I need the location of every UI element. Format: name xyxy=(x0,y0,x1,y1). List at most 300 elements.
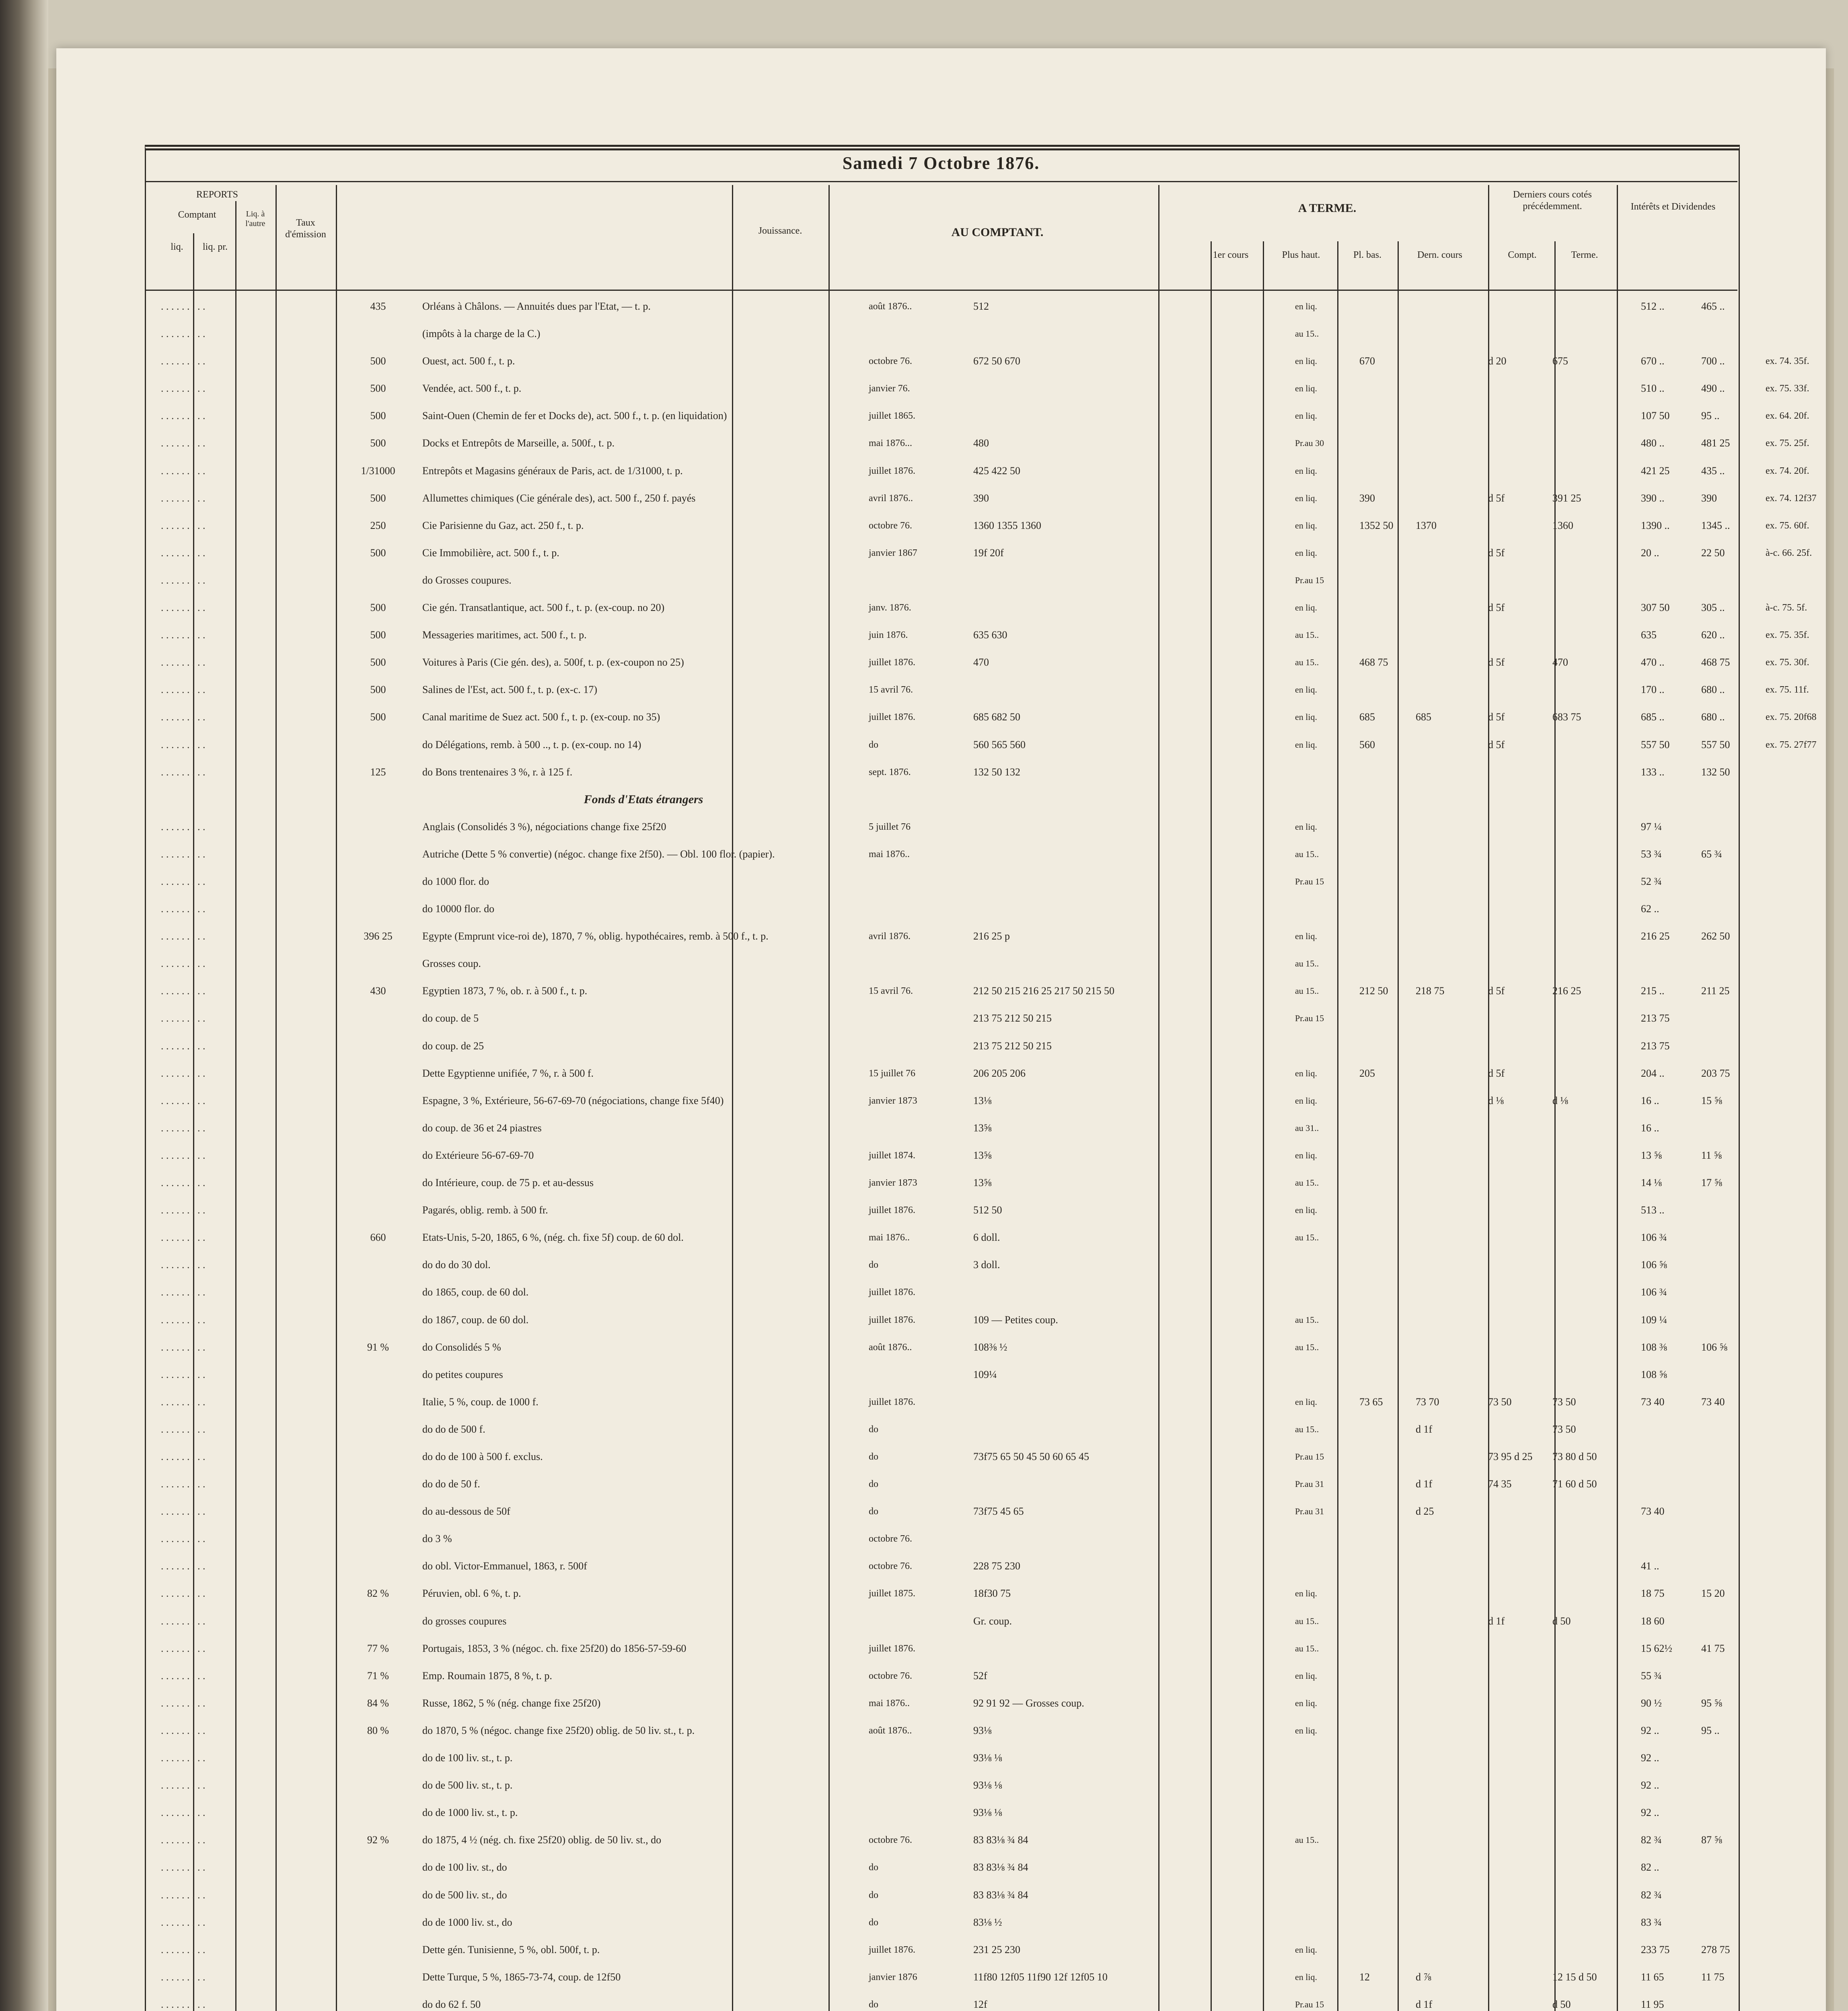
jouissance-cell: avril 1876. xyxy=(869,931,911,942)
table-row xyxy=(145,599,1807,617)
dividend-cell: ex. 74. 12f37 xyxy=(1766,493,1817,504)
terme-cell: en liq. xyxy=(1295,1068,1317,1078)
terme-cell: en liq. xyxy=(1295,1205,1317,1215)
security-name: Dette Turque, 5 %, 1865-73-74, coup. de 12f50 xyxy=(422,1971,621,1983)
table-row xyxy=(145,1968,1737,1986)
terme-cell: au 15.. xyxy=(1295,1232,1319,1242)
security-name: do do de 500 f. xyxy=(422,1423,485,1435)
security-name: Cie Immobilière, act. 500 f., t. p. xyxy=(422,547,559,559)
jouissance-cell: 15 avril 76. xyxy=(869,986,913,996)
prev-compt-cell: 16 .. xyxy=(1641,1095,1659,1106)
reports-placeholder: . . . . . . . . . xyxy=(161,410,206,422)
comptant-cell: 480 xyxy=(973,437,989,449)
jouissance-cell: do xyxy=(869,1917,878,1928)
reports-placeholder: . . . . . . . . . xyxy=(161,1012,206,1024)
terme-cell: au 15.. xyxy=(1295,986,1319,996)
last-price-cell: d 50 xyxy=(1552,1615,1571,1627)
table-row xyxy=(145,1777,1737,1794)
table-row xyxy=(145,1914,1737,1931)
table-row xyxy=(145,1311,1737,1329)
header-plus-haut: Plus haut. xyxy=(1282,250,1320,260)
taux-cell: 500 xyxy=(370,602,386,613)
security-name: do 1865, coup. de 60 dol. xyxy=(422,1286,529,1298)
jouissance-cell: janvier 1873 xyxy=(869,1178,917,1188)
reports-placeholder: . . . . . . . . . xyxy=(161,1615,206,1627)
prev-compt-cell: 14 ⅛ xyxy=(1641,1177,1662,1189)
terme-cell: Pr.au 30 xyxy=(1295,438,1324,448)
terme-cell: en liq. xyxy=(1295,1588,1317,1598)
header-dern-cours: Dern. cours xyxy=(1417,250,1462,260)
dividend-cell: ex. 64. 20f. xyxy=(1766,411,1809,421)
reports-placeholder: . . . . . . . . . xyxy=(161,1697,206,1709)
header-jouissance: Jouissance. xyxy=(758,226,802,236)
dividend-cell: à-c. 66. 25f. xyxy=(1766,548,1812,558)
table-row xyxy=(145,681,1809,699)
security-name: do au-dessous de 50f xyxy=(422,1505,510,1517)
last-price-cell: d 50 xyxy=(1552,1999,1571,2010)
reports-placeholder: . . . . . . . . . xyxy=(161,465,206,477)
reports-placeholder: . . . . . . . . . xyxy=(161,355,206,367)
header-liq: liq. xyxy=(171,242,183,252)
prev-terme-cell: 95 .. xyxy=(1701,1725,1720,1736)
last-price-cell: 683 75 xyxy=(1552,711,1581,723)
prev-compt-cell: 470 .. xyxy=(1641,656,1665,668)
reports-placeholder: . . . . . . . . . xyxy=(161,1999,206,2010)
comptant-cell: 12f xyxy=(973,1999,987,2010)
prev-compt-cell: 20 .. xyxy=(1641,547,1659,559)
prev-terme-cell: 203 75 xyxy=(1701,1067,1730,1079)
terme-cell: au 15.. xyxy=(1295,1643,1319,1653)
security-name: Autriche (Dette 5 % convertie) (négoc. change fixe 2f50). — Obl. 100 flor. (papier). xyxy=(422,848,775,860)
jouissance-cell: octobre 76. xyxy=(869,1835,912,1845)
terme-cell: en liq. xyxy=(1295,1671,1317,1681)
prev-terme-cell: 620 .. xyxy=(1701,629,1725,641)
comptant-cell: 13⅝ xyxy=(973,1177,992,1189)
reports-placeholder: . . . . . . . . . xyxy=(161,1643,206,1654)
comptant-cell: 92 91 92 — Grosses coup. xyxy=(973,1697,1084,1709)
reports-placeholder: . . . . . . . . . xyxy=(161,1971,206,1983)
prev-compt-cell: 83 ¾ xyxy=(1641,1916,1662,1928)
terme-cell: en liq. xyxy=(1295,383,1317,393)
reports-placeholder: . . . . . . . . . xyxy=(161,1122,206,1134)
prev-terme-cell: 41 75 xyxy=(1701,1643,1725,1654)
header-pl-bas: Pl. bas. xyxy=(1353,250,1381,260)
table-row xyxy=(145,1722,1737,1740)
reports-placeholder: . . . . . . . . . xyxy=(161,1670,206,1682)
prev-terme-cell: 262 50 xyxy=(1701,930,1730,942)
table-row xyxy=(145,1996,1737,2011)
prev-terme-cell: 11 ⅝ xyxy=(1701,1149,1722,1161)
header-terme: Terme. xyxy=(1571,250,1598,260)
terme-cell: au 31.. xyxy=(1295,1123,1319,1133)
security-name: do de 500 liv. st., do xyxy=(422,1889,507,1901)
dividend-cell: ex. 75. 33f. xyxy=(1766,383,1809,394)
security-name: Canal maritime de Suez act. 500 f., t. p. (ex-coup. no 35) xyxy=(422,711,660,723)
prev-terme-cell: 15 ⅝ xyxy=(1701,1095,1722,1106)
terme-cell: en liq. xyxy=(1295,740,1317,750)
prev-compt-cell: 62 .. xyxy=(1641,903,1659,915)
first-price-cell: 685 xyxy=(1359,711,1375,723)
table-row xyxy=(145,708,1817,726)
reports-placeholder: . . . . . . . . . xyxy=(161,1834,206,1846)
security-name: do do de 50 f. xyxy=(422,1478,480,1490)
terme-cell: en liq. xyxy=(1295,356,1317,366)
comptant-cell: 132 50 132 xyxy=(973,766,1020,778)
comptant-cell: 213 75 212 50 215 xyxy=(973,1040,1052,1052)
prev-compt-cell: 92 .. xyxy=(1641,1752,1659,1764)
comptant-cell: 560 565 560 xyxy=(973,739,1026,751)
dividend-cell: ex. 75. 25f. xyxy=(1766,438,1809,448)
terme-cell: au 15.. xyxy=(1295,1616,1319,1626)
taux-cell: 500 xyxy=(370,684,386,695)
reports-placeholder: . . . . . . . . . xyxy=(161,739,206,751)
terme-cell: en liq. xyxy=(1295,466,1317,476)
comptant-cell: 13⅝ xyxy=(973,1149,992,1161)
high-price-cell: d 25 xyxy=(1416,1505,1434,1517)
last-price-cell: 1360 xyxy=(1552,520,1573,531)
prev-compt-cell: 55 ¾ xyxy=(1641,1670,1662,1682)
prev-compt-cell: 170 .. xyxy=(1641,684,1665,695)
reports-placeholder: . . . . . . . . . xyxy=(161,1861,206,1873)
table-row xyxy=(145,1941,1737,1959)
low-price-cell: d 5f xyxy=(1488,739,1505,751)
prev-compt-cell: 73 40 xyxy=(1641,1396,1665,1408)
security-name: do Grosses coupures. xyxy=(422,574,512,586)
header-liq-autre: Liq. à l'autre xyxy=(245,210,265,228)
reports-placeholder: . . . . . . . . . xyxy=(161,547,206,559)
jouissance-cell: octobre 76. xyxy=(869,356,912,366)
prev-compt-cell: 53 ¾ xyxy=(1641,848,1662,860)
security-name: do de 1000 liv. st., do xyxy=(422,1916,512,1928)
last-price-cell: 12 15 d 50 xyxy=(1552,1971,1597,1983)
quotation-table xyxy=(145,298,1817,2011)
comptant-cell: 83 83⅛ ¾ 84 xyxy=(973,1861,1028,1873)
security-name: do do de 100 à 500 f. exclus. xyxy=(422,1451,543,1462)
table-row xyxy=(145,818,1737,836)
jouissance-cell: mai 1876.. xyxy=(869,1698,910,1709)
security-name: Péruvien, obl. 6 %, t. p. xyxy=(422,1587,521,1599)
table-row xyxy=(145,1585,1737,1602)
reports-placeholder: . . . . . . . . . xyxy=(161,684,206,695)
taux-cell: 500 xyxy=(370,547,386,559)
low-price-cell: 73 95 d 25 xyxy=(1488,1451,1533,1462)
last-price-cell: 470 xyxy=(1552,656,1568,668)
prev-terme-cell: 11 75 xyxy=(1701,1971,1725,1983)
jouissance-cell: juillet 1876. xyxy=(869,1287,915,1297)
reports-placeholder: . . . . . . . . . xyxy=(161,629,206,641)
taux-cell: 500 xyxy=(370,382,386,394)
comptant-cell: 635 630 xyxy=(973,629,1007,641)
reports-placeholder: . . . . . . . . . xyxy=(161,848,206,860)
jouissance-cell: janvier 1873 xyxy=(869,1096,917,1106)
comptant-cell: 1360 1355 1360 xyxy=(973,520,1041,531)
jouissance-cell: sept. 1876. xyxy=(869,767,911,777)
table-row xyxy=(145,462,1809,480)
reports-placeholder: . . . . . . . . . xyxy=(161,1286,206,1298)
jouissance-cell: do xyxy=(869,1999,878,2010)
taux-cell: 1/31000 xyxy=(361,465,395,477)
jouissance-cell: juillet 1875. xyxy=(869,1588,915,1599)
table-row xyxy=(145,1283,1737,1301)
jouissance-cell: juillet 1876. xyxy=(869,1315,915,1325)
section-heading-row xyxy=(145,791,1737,808)
jouissance-cell: janvier 76. xyxy=(869,383,910,394)
comptant-cell: 685 682 50 xyxy=(973,711,1020,723)
table-row xyxy=(145,1831,1737,1849)
jouissance-cell: août 1876.. xyxy=(869,1725,912,1736)
comptant-cell: 18f30 75 xyxy=(973,1587,1011,1599)
jouissance-cell: juin 1876. xyxy=(869,630,908,640)
comptant-cell: 73f75 65 50 45 50 60 65 45 xyxy=(973,1451,1089,1462)
first-price-cell: 390 xyxy=(1359,492,1375,504)
taux-cell: 430 xyxy=(370,985,386,997)
jouissance-cell: do xyxy=(869,1479,878,1489)
last-price-cell: 73 50 xyxy=(1552,1423,1576,1435)
first-price-cell: 1352 50 xyxy=(1359,520,1394,531)
header-1er-cours: 1er cours xyxy=(1213,250,1249,260)
low-price-cell: d 5f xyxy=(1488,985,1505,997)
terme-cell: en liq. xyxy=(1295,301,1317,311)
table-row xyxy=(145,1065,1737,1082)
taux-cell: 500 xyxy=(370,355,386,367)
terme-cell: en liq. xyxy=(1295,1725,1317,1735)
section-heading: Fonds d'Etats étrangers xyxy=(584,793,703,806)
reports-placeholder: . . . . . . . . . xyxy=(161,382,206,394)
table-row xyxy=(145,1886,1737,1904)
jouissance-cell: juillet 1876. xyxy=(869,657,915,668)
prev-compt-cell: 557 50 xyxy=(1641,739,1670,751)
high-price-cell: 218 75 xyxy=(1416,985,1445,997)
header-taux: Taux d'émission xyxy=(285,218,326,240)
prev-compt-cell: 215 .. xyxy=(1641,985,1665,997)
table-row xyxy=(145,1640,1737,1657)
comptant-cell: 52f xyxy=(973,1670,987,1682)
prev-terme-cell: 1345 .. xyxy=(1701,520,1730,531)
dividend-cell: ex. 74. 35f. xyxy=(1766,356,1809,366)
taux-cell: 82 % xyxy=(367,1587,389,1599)
prev-compt-cell: 92 .. xyxy=(1641,1779,1659,1791)
prev-compt-cell: 82 ¾ xyxy=(1641,1834,1662,1846)
reports-placeholder: . . . . . . . . . xyxy=(161,930,206,942)
jouissance-cell: 15 avril 76. xyxy=(869,685,913,695)
low-price-cell: d 5f xyxy=(1488,711,1505,723)
low-price-cell: 74 35 xyxy=(1488,1478,1512,1490)
security-name: do Délégations, remb. à 500 .., t. p. (ex-coup. no 14) xyxy=(422,739,641,751)
dividend-cell: ex. 74. 20f. xyxy=(1766,466,1809,476)
security-name: do 1870, 5 % (négoc. change fixe 25f20) oblig. de 50 liv. st., t. p. xyxy=(422,1725,695,1736)
security-name: do Extérieure 56-67-69-70 xyxy=(422,1149,534,1161)
prev-compt-cell: 480 .. xyxy=(1641,437,1665,449)
prev-compt-cell: 635 xyxy=(1641,629,1657,641)
table-row xyxy=(145,900,1737,918)
taux-cell: 500 xyxy=(370,437,386,449)
prev-compt-cell: 216 25 xyxy=(1641,930,1670,942)
last-price-cell: 216 25 xyxy=(1552,985,1581,997)
terme-cell: Pr.au 15 xyxy=(1295,876,1324,886)
prev-terme-cell: 132 50 xyxy=(1701,766,1730,778)
reports-placeholder: . . . . . . . . . xyxy=(161,1944,206,1955)
comptant-cell: 11f80 12f05 11f90 12f 12f05 10 xyxy=(973,1971,1108,1983)
table-row xyxy=(145,1092,1737,1110)
prev-compt-cell: 233 75 xyxy=(1641,1944,1670,1955)
comptant-cell: 512 50 xyxy=(973,1204,1002,1216)
reports-placeholder: . . . . . . . . . xyxy=(161,1040,206,1052)
jouissance-cell: janvier 1867 xyxy=(869,548,917,558)
security-name: do Consolidés 5 % xyxy=(422,1341,501,1353)
high-price-cell: 685 xyxy=(1416,711,1431,723)
prev-compt-cell: 82 .. xyxy=(1641,1861,1659,1873)
security-name: Allumettes chimiques (Cie générale des), act. 500 f., 250 f. payés xyxy=(422,492,696,504)
taux-cell: 80 % xyxy=(367,1725,389,1736)
header-interets: Intérêts et Dividendes xyxy=(1630,202,1716,212)
last-price-cell: 73 50 xyxy=(1552,1396,1576,1408)
table-row xyxy=(145,982,1737,1000)
terme-cell: au 15.. xyxy=(1295,1178,1319,1188)
table-row xyxy=(145,1201,1737,1219)
comptant-cell: 93⅛ ⅛ xyxy=(973,1807,1002,1818)
comptant-cell: 672 50 670 xyxy=(973,355,1020,367)
high-price-cell: d 1f xyxy=(1416,1423,1433,1435)
prev-compt-cell: 18 75 xyxy=(1641,1587,1665,1599)
table-row xyxy=(145,1421,1737,1438)
prev-compt-cell: 106 ¾ xyxy=(1641,1232,1667,1243)
jouissance-cell: octobre 76. xyxy=(869,1561,912,1571)
last-price-cell: d ⅛ xyxy=(1552,1095,1568,1106)
table-row xyxy=(145,1612,1737,1630)
comptant-cell: 213 75 212 50 215 xyxy=(973,1012,1052,1024)
terme-cell: en liq. xyxy=(1295,1698,1317,1708)
comptant-cell: 216 25 p xyxy=(973,930,1010,942)
last-price-cell: 71 60 d 50 xyxy=(1552,1478,1597,1490)
table-row xyxy=(145,434,1809,452)
comptant-cell: 13⅝ xyxy=(973,1122,992,1134)
jouissance-cell: do xyxy=(869,1452,878,1462)
first-price-cell: 670 xyxy=(1359,355,1375,367)
security-name: Dette gén. Tunisienne, 5 %, obl. 500f, t. p. xyxy=(422,1944,600,1955)
reports-placeholder: . . . . . . . . . xyxy=(161,1149,206,1161)
header-liq-pr: liq. pr. xyxy=(202,242,228,252)
security-name: Entrepôts et Magasins généraux de Paris, act. de 1/31000, t. p. xyxy=(422,465,683,477)
table-row xyxy=(145,298,1737,315)
comptant-cell: 83 83⅛ ¾ 84 xyxy=(973,1889,1028,1901)
prev-terme-cell: 390 xyxy=(1701,492,1717,504)
security-name: Emp. Roumain 1875, 8 %, t. p. xyxy=(422,1670,552,1682)
prev-terme-cell: 700 .. xyxy=(1701,355,1725,367)
prev-compt-cell: 18 60 xyxy=(1641,1615,1665,1627)
dividend-cell: ex. 75. 30f. xyxy=(1766,657,1809,668)
reports-placeholder: . . . . . . . . . xyxy=(161,1587,206,1599)
terme-cell: au 15.. xyxy=(1295,1315,1319,1325)
jouissance-cell: do xyxy=(869,1506,878,1517)
table-row xyxy=(145,955,1737,973)
table-row xyxy=(145,1804,1737,1822)
taux-cell: 77 % xyxy=(367,1643,389,1654)
table-row xyxy=(145,407,1809,425)
security-name: do de 100 liv. st., do xyxy=(422,1861,507,1873)
prev-terme-cell: 22 50 xyxy=(1701,547,1725,559)
jouissance-cell: janv. 1876. xyxy=(869,602,911,613)
security-name: Orléans à Châlons. — Annuités dues par l'Etat, — t. p. xyxy=(422,300,651,312)
comptant-cell: 108⅜ ½ xyxy=(973,1341,1007,1353)
terme-cell: en liq. xyxy=(1295,1150,1317,1160)
comptant-cell: 109¼ xyxy=(973,1369,997,1380)
jouissance-cell: juillet 1876. xyxy=(869,1945,915,1955)
comptant-cell: 206 205 206 xyxy=(973,1067,1026,1079)
high-price-cell: d 1f xyxy=(1416,1999,1433,2010)
low-price-cell: d 5f xyxy=(1488,656,1505,668)
taux-cell: 92 % xyxy=(367,1834,389,1846)
taux-cell: 396 25 xyxy=(364,930,393,942)
header-a-terme: A TERME. xyxy=(1298,202,1357,215)
comptant-cell: 13⅛ xyxy=(973,1095,992,1106)
terme-cell: en liq. xyxy=(1295,1945,1317,1955)
jouissance-cell: octobre 76. xyxy=(869,1671,912,1681)
security-name: do coup. de 25 xyxy=(422,1040,484,1052)
security-name: Ouest, act. 500 f., t. p. xyxy=(422,355,515,367)
reports-placeholder: . . . . . . . . . xyxy=(161,574,206,586)
prev-compt-cell: 512 .. xyxy=(1641,300,1665,312)
table-row xyxy=(145,544,1812,562)
prev-terme-cell: 481 25 xyxy=(1701,437,1730,449)
low-price-cell: d 5f xyxy=(1488,1067,1505,1079)
table-row xyxy=(145,1339,1737,1356)
table-row xyxy=(145,1475,1737,1493)
header-compt: Compt. xyxy=(1508,250,1537,260)
table-row xyxy=(145,1393,1737,1411)
jouissance-cell: 15 juillet 76 xyxy=(869,1068,915,1079)
prev-terme-cell: 65 ¾ xyxy=(1701,848,1722,860)
prev-compt-cell: 92 .. xyxy=(1641,1725,1659,1736)
comptant-cell: 470 xyxy=(973,656,989,668)
terme-cell: au 15.. xyxy=(1295,1835,1319,1845)
dividend-cell: ex. 75. 20f68 xyxy=(1766,712,1817,722)
taux-cell: 500 xyxy=(370,629,386,641)
low-price-cell: d 5f xyxy=(1488,547,1505,559)
jouissance-cell: mai 1876.. xyxy=(869,1232,910,1243)
table-row xyxy=(145,325,1737,343)
book-binding xyxy=(0,0,48,2011)
table-row xyxy=(145,380,1809,397)
comptant-cell: 3 doll. xyxy=(973,1259,1000,1271)
security-name: do de 100 liv. st., t. p. xyxy=(422,1752,513,1764)
terme-cell: au 15.. xyxy=(1295,630,1319,640)
terme-cell: Pr.au 31 xyxy=(1295,1479,1324,1489)
security-name: Russe, 1862, 5 % (nég. change fixe 25f20) xyxy=(422,1697,601,1709)
terme-cell: en liq. xyxy=(1295,1397,1317,1407)
table-row xyxy=(145,736,1817,754)
comptant-cell: 6 doll. xyxy=(973,1232,1000,1243)
prev-terme-cell: 87 ⅝ xyxy=(1701,1834,1722,1846)
reports-placeholder: . . . . . . . . . xyxy=(161,1807,206,1818)
comptant-cell: 228 75 230 xyxy=(973,1560,1020,1572)
reports-placeholder: . . . . . . . . . xyxy=(161,1752,206,1764)
prev-compt-cell: 1390 .. xyxy=(1641,520,1670,531)
table-row xyxy=(145,1119,1737,1137)
terme-cell: en liq. xyxy=(1295,685,1317,695)
comptant-cell: 93⅛ ⅛ xyxy=(973,1752,1002,1764)
prev-compt-cell: 670 .. xyxy=(1641,355,1665,367)
dividend-cell: ex. 75. 35f. xyxy=(1766,630,1809,640)
prev-terme-cell: 680 .. xyxy=(1701,711,1725,723)
jouissance-cell: do xyxy=(869,740,878,750)
prev-terme-cell: 15 20 xyxy=(1701,1587,1725,1599)
security-name: do 1875, 4 ½ (nég. ch. fixe 25f20) oblig. de 50 liv. st., do xyxy=(422,1834,662,1846)
low-price-cell: 73 50 xyxy=(1488,1396,1512,1408)
terme-cell: en liq. xyxy=(1295,1096,1317,1106)
prev-compt-cell: 11 95 xyxy=(1641,1999,1664,2010)
table-row xyxy=(145,1229,1737,1246)
reports-placeholder: . . . . . . . . . xyxy=(161,1259,206,1271)
